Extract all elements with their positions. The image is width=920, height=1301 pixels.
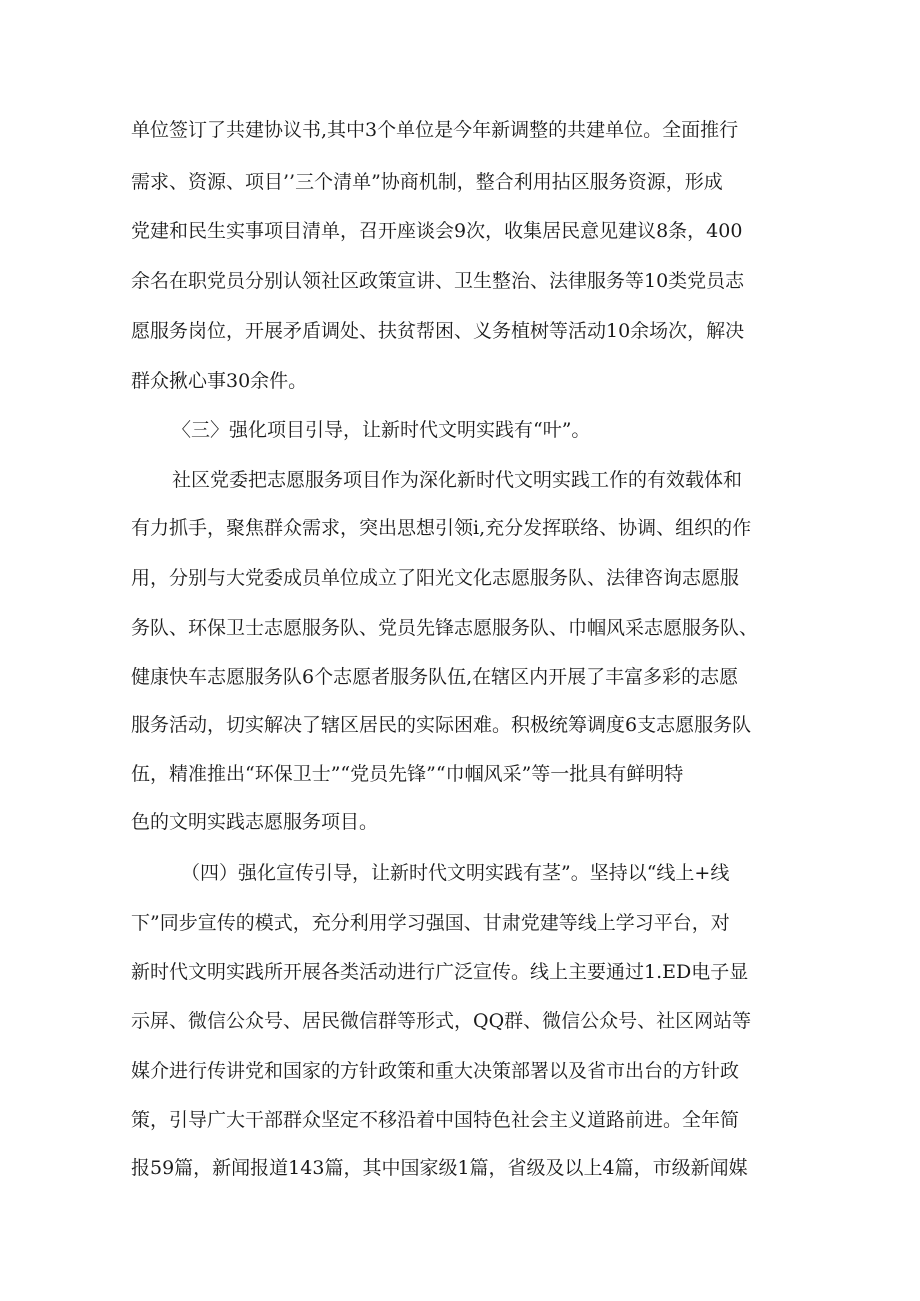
text-line: 服务活动，切实解决了辖区居民的实际困难。积极统筹调度6支志愿服务队 bbox=[131, 714, 752, 736]
text-line: 余名在职党员分别认领社区政策宣讲、卫生整治、法律服务等10类党员志 bbox=[131, 270, 745, 292]
text-line: 愿服务岗位，开展矛盾调处、扶贫帮困、义务植树等活动10余场次，解决 bbox=[131, 320, 745, 342]
text-line: 用，分别与大党委成员单位成立了阳光文化志愿服务队、法律咨询志愿服 bbox=[131, 567, 740, 589]
text-line: 色的文明实践志愿服务项目。 bbox=[131, 811, 379, 833]
text-line: 需求、资源、项目’’三个清单”协商机制，整合利用拈区服务资源，形成 bbox=[131, 171, 723, 193]
text-line: 下”同步宣传的模式，充分利用学习强国、甘肃党建等线上学习平台，对 bbox=[131, 912, 730, 934]
text-line: 媒介进行传讲党和国家的方针政策和重大决策部署以及省市出台的方针政 bbox=[131, 1060, 740, 1082]
text-line: 健康快车志愿服务队6个志愿者服务队伍,在辖区内开展了丰富多彩的志愿 bbox=[131, 666, 739, 688]
text-line: 党建和民生实事项目清单，召开座谈会9次，收集居民意见建议8条，400 bbox=[131, 220, 743, 242]
text-line: 社区党委把志愿服务项目作为深化新时代文明实践工作的有效载体和 bbox=[172, 469, 743, 491]
text-line: 策，引导广大干部群众坚定不移沿着中国特色社会主义道路前进。全年简 bbox=[131, 1109, 740, 1131]
section-heading: （四）强化宣传引导，让新时代文明实践有茎”。坚持以“线上+线 bbox=[181, 862, 730, 884]
text-line: 示屏、微信公众号、居民微信群等形式，QQ群、微信公众号、社区网站等 bbox=[131, 1010, 752, 1032]
text-line: 群众揪心事30余件。 bbox=[131, 370, 308, 392]
section-heading: 〈三〉强化项目引导，让新时代文明实践有“叶”。 bbox=[172, 419, 591, 441]
text-line: 有力抓手，聚焦群众需求，突出思想引领i,充分发挥联络、协调、组织的作 bbox=[131, 517, 752, 539]
text-line: 务队、环保卫士志愿服务队、党员先锋志愿服务队、巾帼风采志愿服务队、 bbox=[131, 617, 759, 639]
text-line: 报59篇，新闻报道143篇，其中国家级1篇，省级及以上4篇，市级新闻媒 bbox=[131, 1157, 748, 1179]
text-line: 新时代文明实践所开展各类活动进行广泛宣传。线上主要通过1.ED电子显 bbox=[131, 961, 749, 983]
text-line: 伍，精准推出“环保卫士”“党员先锋”“巾帼风采”等一批具有鲜明特 bbox=[131, 763, 684, 785]
text-line: 单位签订了共建协议书,其中3个单位是今年新调整的共建单位。全面推行 bbox=[131, 119, 739, 141]
